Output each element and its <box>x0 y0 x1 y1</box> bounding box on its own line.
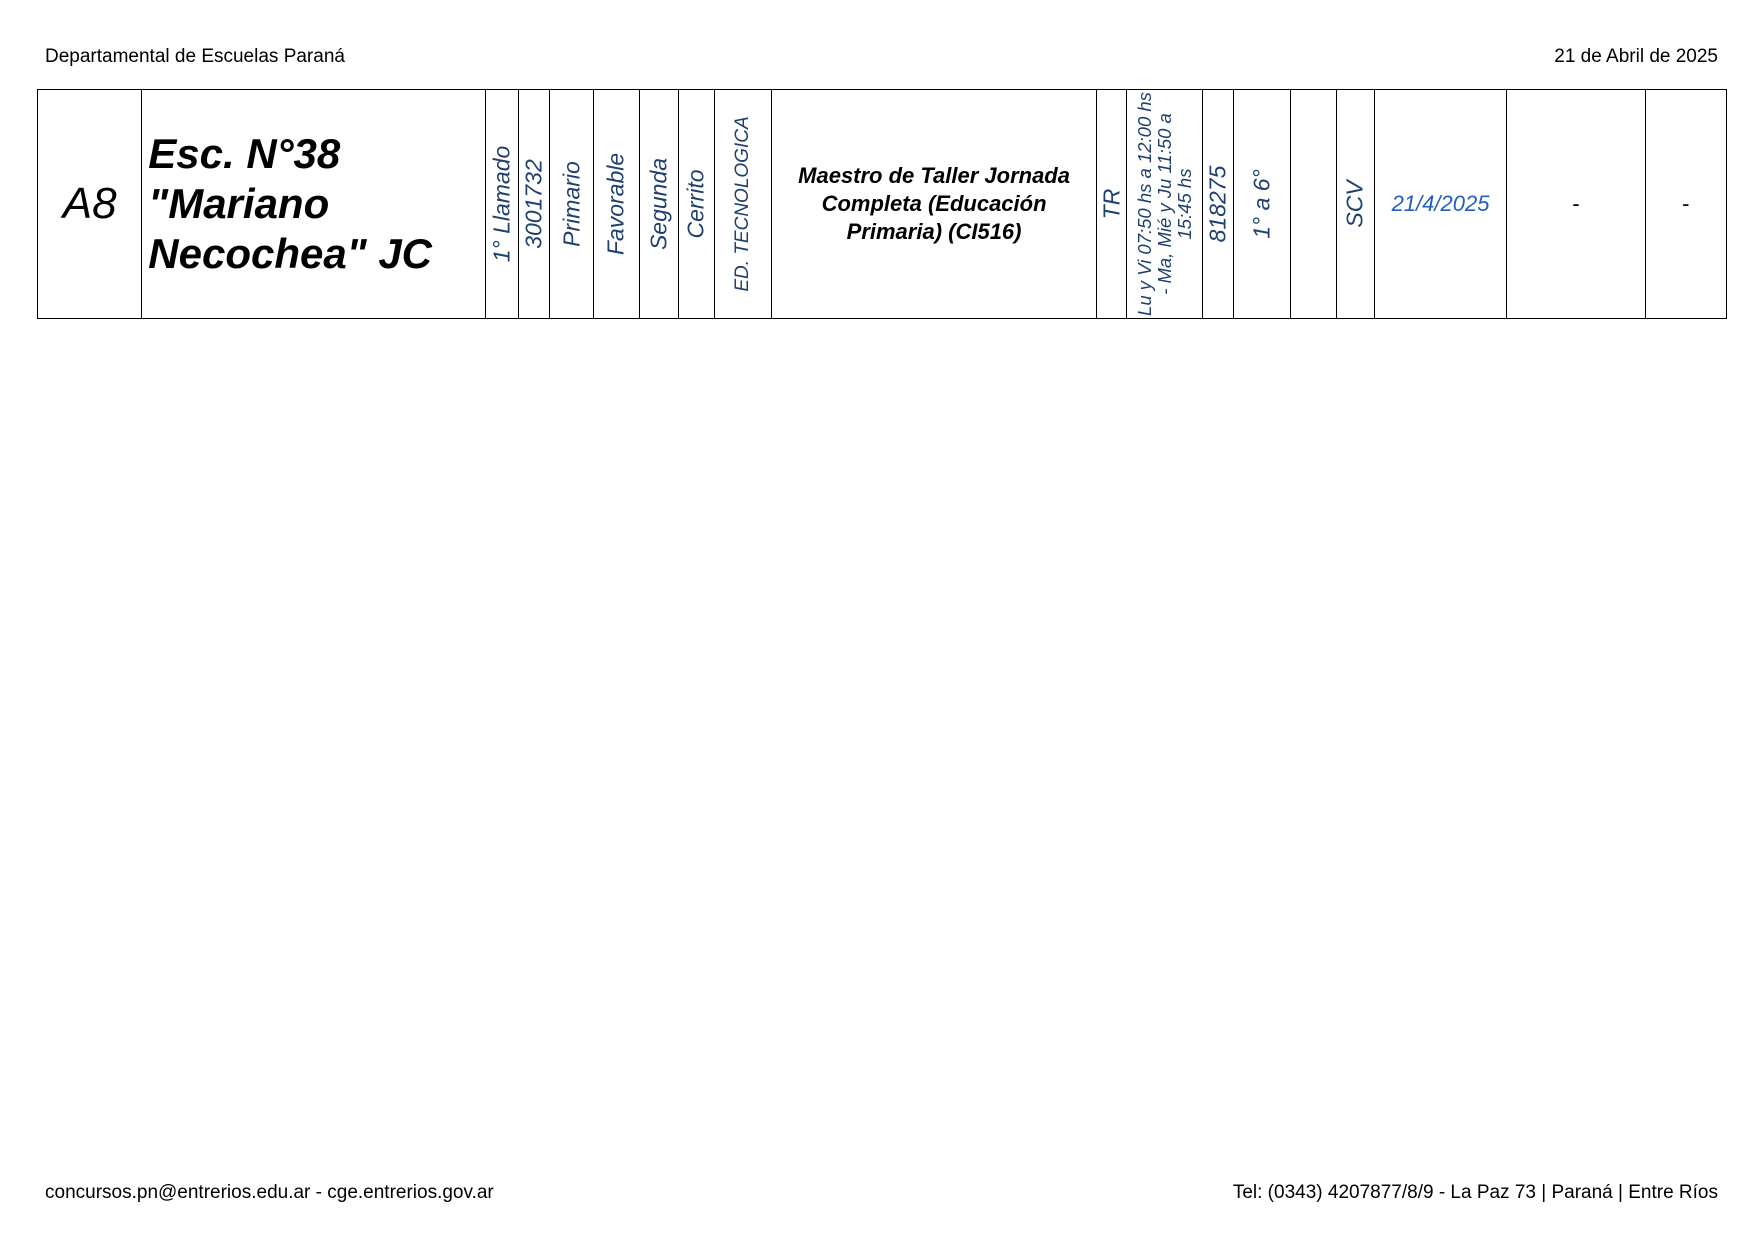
level-cell <box>550 90 593 319</box>
llamado-text: 1° Llamado <box>488 145 515 263</box>
scv-text: SCV <box>1341 180 1368 228</box>
code2-cell <box>1203 90 1234 319</box>
level-text: Primario <box>558 161 585 247</box>
locality-text: Cerrito <box>682 169 709 239</box>
dash-cell-1: - <box>1507 90 1645 319</box>
number-cell <box>519 90 550 319</box>
vacancy-table <box>37 89 1727 319</box>
llamado-cell <box>486 90 519 319</box>
grades-text: 1° a 6° <box>1248 169 1275 239</box>
schedule-cell <box>1127 90 1203 319</box>
table-row <box>38 90 1727 319</box>
blank-cell <box>1290 90 1336 319</box>
category-text: Segunda <box>645 157 672 251</box>
position-description: Maestro de Taller Jornada Completa (Educación Primaria) (CI516) <box>772 90 1097 319</box>
footer-address: Tel: (0343) 4207877/8/9 - La Paz 73 | Paraná | Entre Ríos <box>1232 1182 1718 1203</box>
locality-cell <box>678 90 714 319</box>
number-text: 3001732 <box>520 159 547 249</box>
grades-cell <box>1234 90 1290 319</box>
header-date: 21 de Abril de 2025 <box>1554 46 1718 67</box>
area-text: ED. TECNOLOGICA <box>732 116 754 292</box>
type-cell <box>1097 90 1127 319</box>
dash-cell-2: - <box>1645 90 1726 319</box>
footer-contact-links: concursos.pn@entrerios.edu.ar - cge.entrerios.gov.ar <box>45 1182 494 1203</box>
scv-cell <box>1336 90 1374 319</box>
status-text: Favorable <box>602 152 629 256</box>
header-institution: Departamental de Escuelas Paraná <box>45 46 345 67</box>
row-code: A8 <box>38 90 142 319</box>
type-text: TR <box>1098 188 1125 220</box>
status-cell <box>593 90 639 319</box>
schedule-text: Lu y Vi 07:50 hs a 12:00 hs - Ma, Mié y Ju 11:50 a 15:45 hs <box>1133 92 1195 316</box>
school-name: Esc. N°38 "Mariano Necochea" JC <box>142 90 486 319</box>
area-cell <box>714 90 771 319</box>
code2-text: 818275 <box>1204 165 1231 243</box>
category-cell <box>639 90 678 319</box>
date-cell: 21/4/2025 <box>1374 90 1506 319</box>
